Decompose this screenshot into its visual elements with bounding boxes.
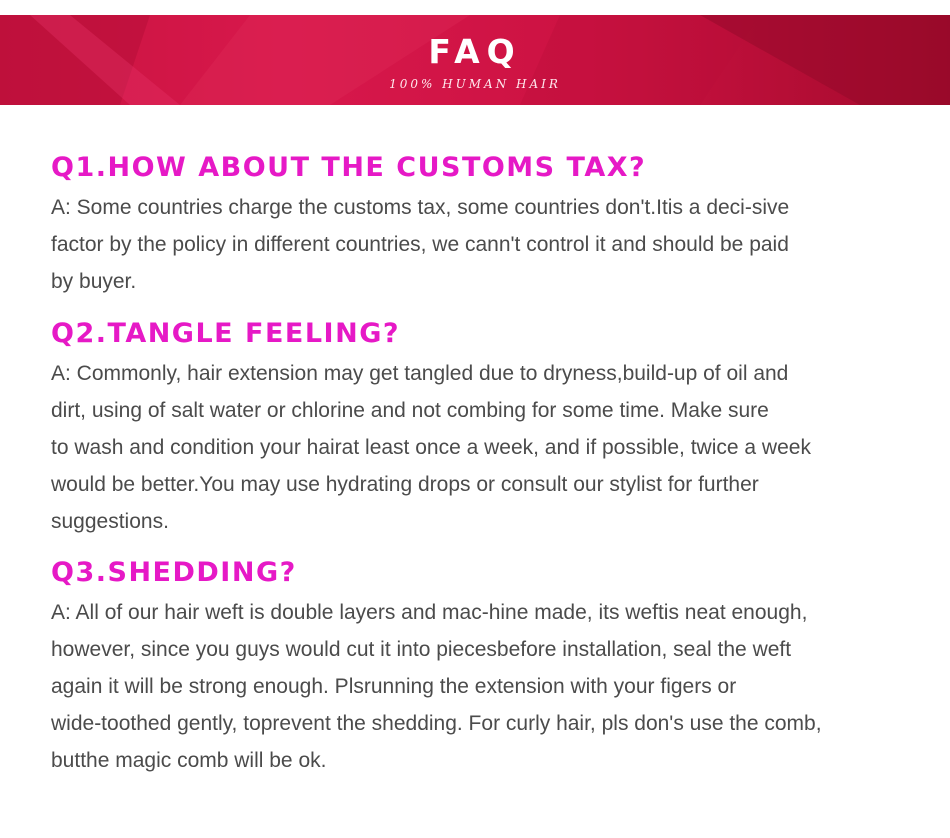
answer-line: A: Some countries charge the customs tax, some countries don't.Itis a deci-sive: [51, 196, 790, 219]
answer-line: dirt, using of salt water or chlorine and not combing for some time. Make sure: [51, 399, 769, 422]
faq-list: [51, 147, 931, 779]
answer-line: butthe magic comb will be ok.: [51, 749, 327, 772]
faq-item-customs-tax: [51, 147, 931, 300]
faq-answer: [51, 355, 931, 540]
answer-line: again it will be strong enough. Plsrunning the extension with your figers or: [51, 675, 737, 698]
answer-line: suggestions.: [51, 510, 169, 533]
faq-item-shedding: [51, 552, 931, 779]
faq-answer: [51, 594, 931, 779]
banner-subtitle: 100% HUMAN HAIR: [389, 77, 561, 91]
answer-line: however, since you guys would cut it into piecesbefore installation, seal the weft: [51, 638, 792, 661]
answer-line: A: All of our hair weft is double layers and mac-hine made, its weftis neat enough,: [51, 601, 808, 624]
faq-question: Q1.HOW ABOUT THE CUSTOMS TAX?: [51, 152, 647, 183]
answer-line: to wash and condition your hairat least once a week, and if possible, twice a week: [51, 436, 811, 459]
faq-question: Q2.TANGLE FEELING?: [51, 318, 401, 349]
faq-item-tangle: [51, 313, 931, 540]
banner-title: FAQ: [428, 32, 522, 71]
answer-line: A: Commonly, hair extension may get tangled due to dryness,build-up of oil and: [51, 362, 789, 385]
faq-banner: [0, 15, 950, 105]
answer-line: wide-toothed gently, toprevent the shedding. For curly hair, pls don's use the comb,: [51, 712, 822, 735]
answer-line: would be better.You may use hydrating drops or consult our stylist for further: [51, 473, 759, 496]
faq-question: Q3.SHEDDING?: [51, 557, 297, 588]
answer-line: factor by the policy in different countries, we cann't control it and should be paid: [51, 233, 789, 256]
answer-line: by buyer.: [51, 270, 137, 293]
faq-answer: [51, 189, 931, 300]
